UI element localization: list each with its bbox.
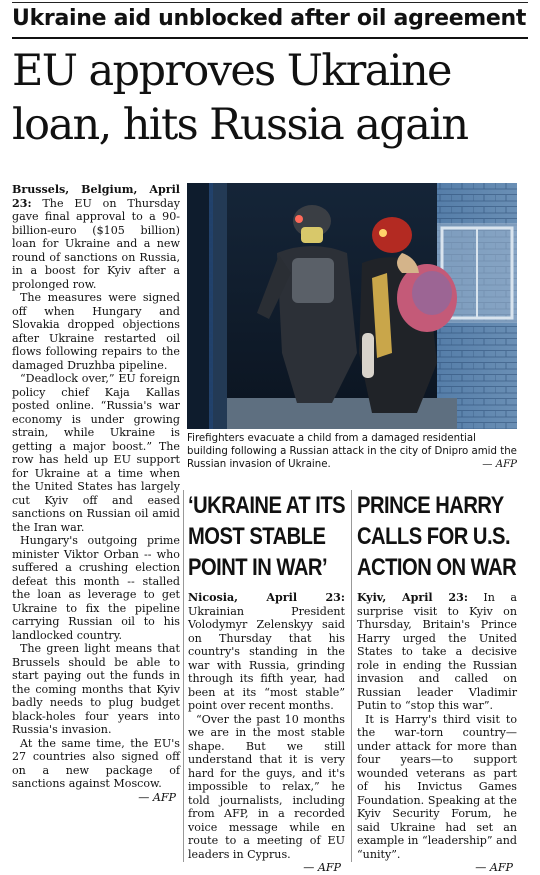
main-paragraph-6: At the same time, the EU's 27 countries also signed off on a new package of sanctions against Moscow. xyxy=(12,736,180,790)
zelensky-paragraph-1: Ukrainian President Volodymyr Zelenskyy said on Thursday that his country's standing in the war with Russia, grinding through its fifth year, had been at its “most stable” point over recent months. xyxy=(188,604,345,712)
main-paragraph-2: The measures were signed off when Hungary and Slovakia dropped objections after Ukraine restarted oil flows following repairs to the damaged Druzhba pipeline. xyxy=(12,291,180,372)
main-paragraph-4: Hungary's outgoing prime minister Viktor Orban -- who suffered a crushing election defeat this month -- stalled the loan as leverage to get Ukraine to fix the pipeline carrying Russian oil to his landlocked country. xyxy=(12,534,180,642)
harry-story xyxy=(357,591,517,875)
page-top-rule xyxy=(12,2,528,3)
photo-caption xyxy=(187,432,517,471)
zelensky-story xyxy=(188,591,345,875)
harry-paragraph-1: In a surprise visit to Kyiv on Thursday, Britain's Prince Harry urged the United States to take a decisive role in ending the Russian invasion and called on Russian leader Vladimir Putin to “stop this war”. xyxy=(357,591,517,712)
main-paragraph-3: “Deadlock over,” EU foreign policy chief Kaja Kallas posted online. “Russia's war economy is under growing strain, while Ukraine is getting a major boost.” The row has held up EU support for Ukraine at a time when the United States has largely cut Kyiv off and eased sanctions on Russian oil amid the Iran war. xyxy=(12,372,180,534)
main-paragraph-1: The EU on Thursday gave final approval to a 90-billion-euro ($105 billion) loan for Ukraine and a new round of sanctions on Russia, in a boost for Kyiv after a prolonged row. xyxy=(12,196,180,291)
harry-dateline: Kyiv, April 23: xyxy=(357,591,468,604)
harry-headline-line-1: PRINCE HARRY xyxy=(357,492,504,519)
harry-headline-line-3: ACTION ON WAR xyxy=(357,554,517,581)
headline-line-1: EU approves Ukraine xyxy=(12,46,451,96)
caption-text: Firefighters evacuate a child from a damaged residential building following a Russian attack in the city of Dnipro amid the Russian invasion of Ukraine. xyxy=(187,433,517,470)
zelensky-headline-line-3: POINT IN WAR’ xyxy=(188,554,328,581)
zelensky-dateline: Nicosia, April 23: xyxy=(188,591,345,604)
harry-credit: — AFP xyxy=(475,861,513,874)
main-credit: — AFP xyxy=(138,790,176,804)
main-story xyxy=(12,183,180,804)
caption-credit: — AFP xyxy=(482,459,517,470)
firefighters-rescue-photo xyxy=(187,183,517,429)
main-headline xyxy=(12,44,528,152)
main-dateline: Brussels, Belgium, April 23: xyxy=(12,183,180,210)
zelensky-headline xyxy=(188,490,345,583)
kicker-rule xyxy=(12,37,528,39)
zelensky-headline-line-2: MOST STABLE xyxy=(188,523,326,550)
harry-paragraph-2: It is Harry's third visit to the war-torn country—under attack for more than four years—to support wounded veterans as part of his Invictus Games Foundation. Speaking at the Kyiv Security Forum, he said Ukraine had set an example in “leadership” and “unity”. xyxy=(357,712,517,861)
column-divider-1 xyxy=(183,490,184,862)
news-photo xyxy=(187,183,517,429)
headline-line-2: loan, hits Russia again xyxy=(12,100,468,150)
column-divider-2 xyxy=(351,490,352,862)
zelensky-paragraph-2: “Over the past 10 months we are in the most stable shape. But we still understand that it is very hard for the guys, and it's impossible to relax,” he told journalists, including from AFP, in a recorded voice message while en route to a meeting of EU leaders in Cyprus. xyxy=(188,712,345,861)
kicker: Ukraine aid unblocked after oil agreement xyxy=(12,6,527,31)
main-paragraph-5: The green light means that Brussels should be able to start paying out the funds in the coming months that Kyiv badly needs to plug budget black-holes four years into Russia's invasion. xyxy=(12,642,180,736)
zelensky-headline-line-1: ‘UKRAINE AT ITS xyxy=(188,492,346,519)
harry-headline xyxy=(357,490,516,583)
zelensky-credit: — AFP xyxy=(303,861,341,874)
harry-headline-line-2: CALLS FOR U.S. xyxy=(357,523,511,550)
